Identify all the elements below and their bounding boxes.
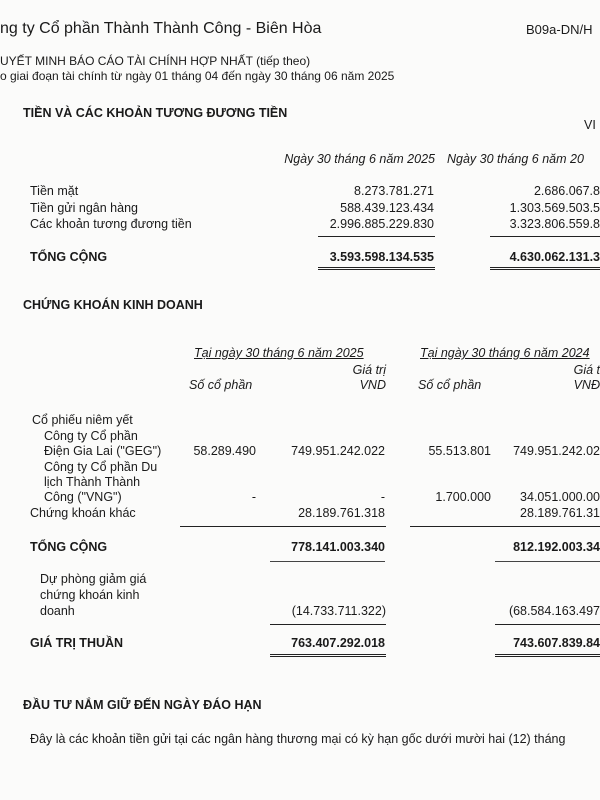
securities-col-shares: Số cổ phần (189, 378, 253, 392)
geg-shares-prior: 55.513.801 (428, 444, 491, 458)
cash-total-underline (318, 269, 435, 270)
geg-value-prior: 749.951.242.02 (513, 444, 600, 458)
provision-label-line3: doanh (40, 604, 75, 618)
securities-total-underline (495, 561, 600, 562)
net-value-current: 763.407.292.018 (291, 636, 385, 650)
net-value-rule (270, 624, 386, 625)
securities-col-value-prior-1: Giá t (573, 363, 600, 377)
securities-col-value-prior-2: VNĐ (573, 378, 600, 392)
net-value-underline (270, 656, 386, 657)
cash-row-prior: 2.686.067.8 (533, 184, 600, 198)
net-value-underline (495, 656, 600, 657)
other-securities-label: Chứng khoán khác (30, 506, 136, 520)
net-value-label: GIÁ TRỊ THUẦN (30, 636, 124, 650)
securities-total-current: 778.141.003.340 (291, 540, 385, 554)
securities-section-title: CHỨNG KHOÁN KINH DOANH (23, 298, 203, 312)
form-code: B09a-DN/H (526, 22, 593, 37)
cash-col-prior: Ngày 30 tháng 6 năm 20 (447, 152, 584, 166)
cash-row-current: 2.996.885.229.830 (329, 217, 434, 231)
geg-name-line1: Công ty Cổ phần (44, 429, 138, 443)
other-value-prior: 28.189.761.31 (520, 506, 600, 520)
vng-shares-prior: 1.700.000 (435, 490, 491, 504)
htm-description: Đây là các khoản tiền gửi tại các ngân hàng thương mại có kỳ hạn gốc dưới mười hai (12) tháng (30, 732, 566, 746)
cash-total-rule (318, 236, 435, 237)
geg-shares-current: 58.289.490 (193, 444, 256, 458)
cash-row-prior: 3.323.806.559.8 (509, 217, 600, 231)
cash-section-title: TIỀN VÀ CÁC KHOẢN TƯƠNG ĐƯƠNG TIỀN (23, 106, 288, 120)
securities-total-rule (410, 526, 600, 527)
geg-value-current: 749.951.242.022 (291, 444, 385, 458)
cash-row-label: Tiền mặt (30, 184, 79, 198)
cash-row-label: Các khoản tương đương tiền (30, 217, 192, 231)
vng-name-line2: lịch Thành Thành (44, 475, 141, 489)
cash-row-current: 8.273.781.271 (354, 184, 434, 198)
cash-row-prior: 1.303.569.503.5 (509, 201, 600, 215)
securities-period-prior: Tại ngày 30 tháng 6 năm 2024 (420, 346, 590, 360)
cash-total-rule (490, 236, 600, 237)
listed-shares-label: Cổ phiếu niêm yết (32, 413, 133, 427)
provision-value-current: (14.733.711.322) (291, 604, 386, 618)
provision-label-line1: Dự phòng giảm giá (40, 572, 147, 586)
cash-row-current: 588.439.123.434 (340, 201, 434, 215)
securities-total-underline (270, 561, 385, 562)
htm-section-title: ĐẦU TƯ NẮM GIỮ ĐẾN NGÀY ĐÁO HẠN (23, 698, 262, 712)
period-text: o giai đoạn tài chính từ ngày 01 tháng 04 đến ngày 30 tháng 06 năm 2025 (0, 69, 395, 83)
net-value-rule (495, 624, 600, 625)
provision-value-prior: (68.584.163.497 (508, 604, 600, 618)
cash-row-label: Tiền gửi ngân hàng (30, 201, 138, 215)
provision-label-line2: chứng khoán kinh (40, 588, 140, 602)
net-value-underline (270, 654, 386, 655)
cash-total-prior: 4.630.062.131.3 (509, 250, 600, 264)
notes-title: UYẾT MINH BÁO CÁO TÀI CHÍNH HỢP NHẤT (tiếp theo) (0, 54, 311, 68)
cash-total-label: TỔNG CỘNG (30, 250, 108, 264)
cash-total-underline (318, 267, 435, 268)
cash-total-current: 3.593.598.134.535 (329, 250, 434, 264)
securities-col-value-1: Giá trị (352, 363, 386, 377)
securities-period-current: Tại ngày 30 tháng 6 năm 2025 (194, 346, 364, 360)
cash-total-underline (490, 267, 600, 268)
securities-col-value-2: VND (359, 378, 386, 392)
net-value-prior: 743.607.839.84 (513, 636, 600, 650)
cash-col-current: Ngày 30 tháng 6 năm 2025 (284, 152, 435, 166)
vng-name-line1: Công ty Cổ phần Du (44, 460, 158, 474)
securities-total-label: TỔNG CỘNG (30, 540, 108, 554)
vng-name-line3: Công ("VNG") (44, 490, 122, 504)
other-value-current: 28.189.761.318 (298, 506, 385, 520)
securities-col-shares-prior: Số cổ phần (418, 378, 482, 392)
cash-total-underline (490, 269, 600, 270)
net-value-underline (495, 654, 600, 655)
vng-value-prior: 34.051.000.00 (520, 490, 600, 504)
geg-name-line2: Điện Gia Lai ("GEG") (44, 444, 162, 458)
vng-shares-current: - (251, 490, 256, 504)
securities-total-prior: 812.192.003.34 (513, 540, 600, 554)
vng-value-current: - (380, 490, 385, 504)
company-name: ng ty Cổ phần Thành Thành Công - Biên Hòa (0, 20, 322, 37)
securities-total-rule (180, 526, 386, 527)
cash-currency: VI (584, 118, 596, 132)
